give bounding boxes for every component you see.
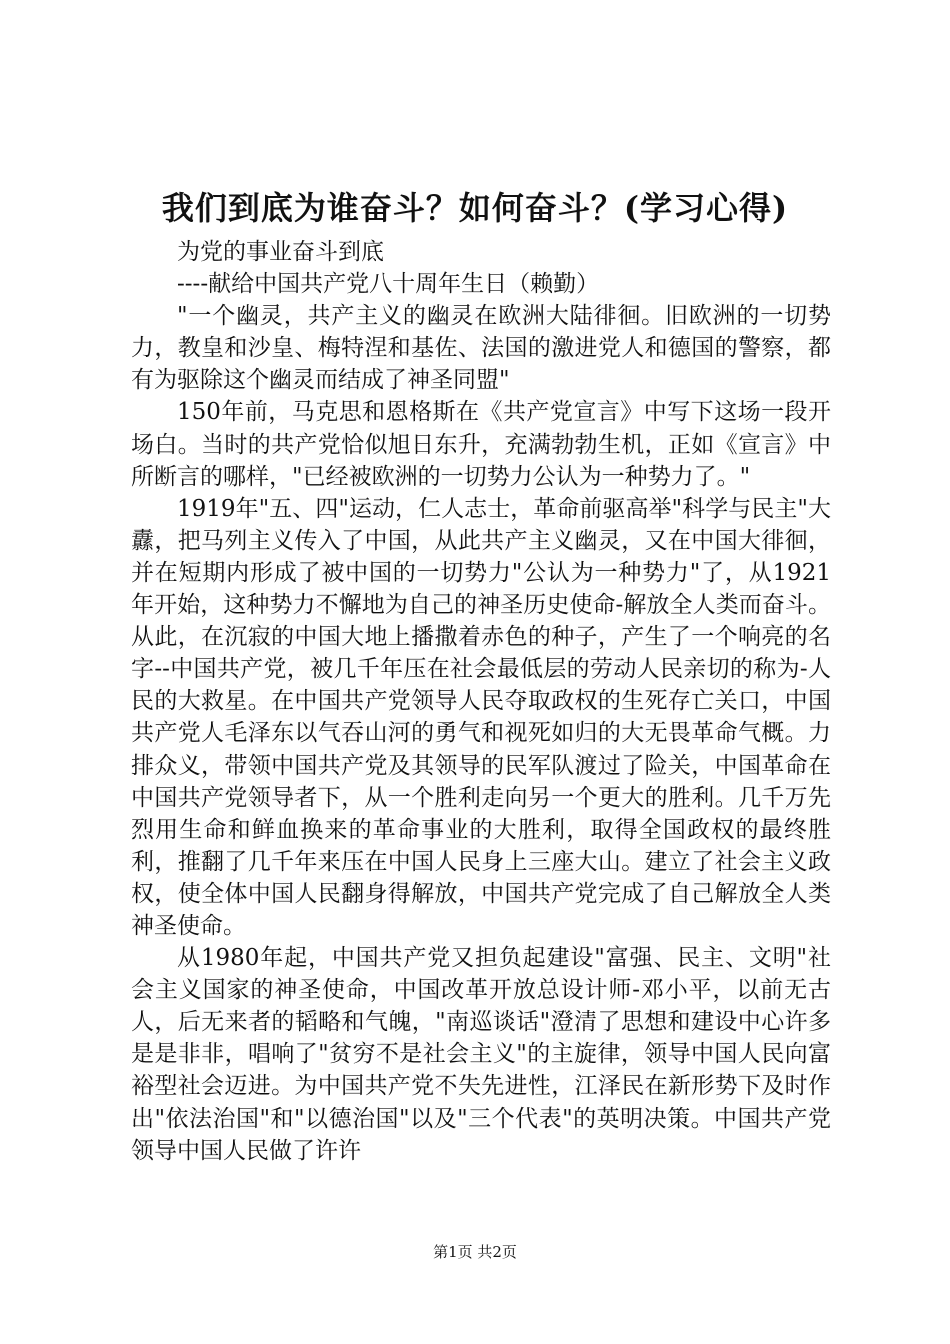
paragraph: 150年前，马克思和恩格斯在《共产党宣言》中写下这场一段开场白。当时的共产党恰似旭日东升，充满勃勃生机，正如《宣言》中所断言的哪样，"已经被欧洲的一切势力公认为一种势力了。" (131, 399, 831, 490)
paragraph: 从1980年起，中国共产党又担负起建设"富强、民主、文明"社会主义国家的神圣使命，中国改革开放总设计师-邓小平，以前无古人，后无来者的韬略和气魄，"南巡谈话"澄清了思想和建设中心许多是是非非，唱响了"贫穷不是社会主义"的主旋律，领导中国人民向富裕型社会迈进。为中国共产党不失先进性，江泽民在新形势下及时作出"依法治国"和"以德治国"以及"三个代表"的英明决策。中国共产党领导中国人民做了许许 (131, 945, 831, 1164)
paragraph: 1919年"五、四"运动，仁人志士，革命前驱高举"科学与民主"大纛，把马列主义传入了中国，从此共产主义幽灵，又在中国大徘徊，并在短期内形成了被中国的一切势力"公认为一种势力"了，从1921年开始，这种势力不懈地为自己的神圣历史使命-解放全人类而奋斗。从此，在沉寂的中国大地上播撒着赤色的种子，产生了一个响亮的名字--中国共产党，被几千年压在社会最低层的劳动人民亲切的称为-人民的大救星。在中国共产党领导人民夺取政权的生死存亡关口，中国共产党人毛泽东以气吞山河的勇气和视死如归的大无畏革命气概。力排众义，带领中国共产党及其领导的民军队渡过了险关，中国革命在中国共产党领导者下，从一个胜利走向另一个更大的胜利。几千万先烈用生命和鲜血换来的革命事业的大胜利，取得全国政权的最终胜利，推翻了几千年来压在中国人民身上三座大山。建立了社会主义政权，使全体中国人民翻身得解放，中国共产党完成了自己解放全人类神圣使命。 (131, 495, 831, 939)
subtitle: 为党的事业奋斗到底 (177, 239, 384, 265)
document-title: 我们到底为谁奋斗？如何奋斗？(学习心得) (161, 189, 789, 227)
page-number-footer: 第1页 共2页 (433, 1243, 517, 1261)
paragraph: "一个幽灵，共产主义的幽灵在欧洲大陆徘徊。旧欧洲的一切势力，教皇和沙皇、梅特涅和基佐、法国的激进党人和德国的警察，都有为驱除这个幽灵而结成了神圣同盟" (131, 303, 831, 394)
dedication: ----献给中国共产党八十周年生日（赖勤） (177, 271, 600, 298)
document-body (131, 236, 831, 1167)
